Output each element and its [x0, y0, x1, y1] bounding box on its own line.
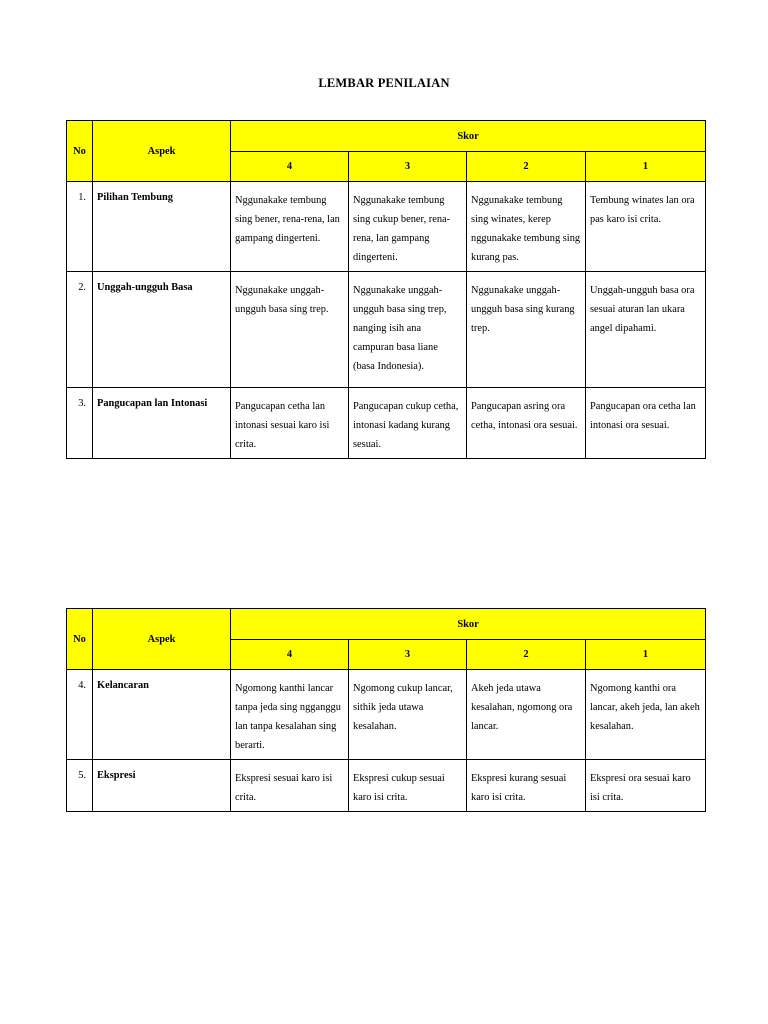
header-score-3: 3	[349, 640, 467, 670]
row-aspek: Pangucapan lan Intonasi	[93, 388, 231, 459]
header-score-4: 4	[231, 640, 349, 670]
header-score-1: 1	[586, 152, 706, 182]
row-aspek: Ekspresi	[93, 760, 231, 812]
page-title: LEMBAR PENILAIAN	[318, 76, 450, 90]
table-row	[67, 760, 706, 812]
cell-score-3: Nggunakake tembung sing cukup bener, rena-rena, lan gampang dingerteni.	[349, 182, 467, 272]
header-no: No	[67, 609, 93, 670]
table-row	[67, 272, 706, 388]
row-number: 3.	[67, 388, 93, 459]
row-aspek: Kelancaran	[93, 670, 231, 760]
cell-score-1: Ekspresi ora sesuai karo isi crita.	[586, 760, 706, 812]
cell-score-4: Nggunakake tembung sing bener, rena-rena, lan gampang dingerteni.	[231, 182, 349, 272]
cell-score-1: Ngomong kanthi ora lancar, akeh jeda, lan akeh kesalahan.	[586, 670, 706, 760]
table-row	[67, 670, 706, 760]
cell-score-3: Ngomong cukup lancar, sithik jeda utawa kesalahan.	[349, 670, 467, 760]
row-number: 2.	[67, 272, 93, 388]
cell-score-4: Pangucapan cetha lan intonasi sesuai karo isi crita.	[231, 388, 349, 459]
cell-score-2: Ekspresi kurang sesuai karo isi crita.	[467, 760, 586, 812]
cell-score-1: Tembung winates lan ora pas karo isi crita.	[586, 182, 706, 272]
row-aspek: Pilihan Tembung	[93, 182, 231, 272]
row-number: 5.	[67, 760, 93, 812]
cell-score-3: Nggunakake unggah-ungguh basa sing trep, nanging isih ana campuran basa liane (basa Indonesia).	[349, 272, 467, 388]
cell-score-3: Pangucapan cukup cetha, intonasi kadang kurang sesuai.	[349, 388, 467, 459]
header-aspek: Aspek	[93, 609, 231, 670]
cell-score-3: Ekspresi cukup sesuai karo isi crita.	[349, 760, 467, 812]
header-score-2: 2	[467, 152, 586, 182]
header-score-3: 3	[349, 152, 467, 182]
rubric-table-1	[66, 120, 706, 459]
cell-score-1: Pangucapan ora cetha lan intonasi ora sesuai.	[586, 388, 706, 459]
cell-score-2: Pangucapan asring ora cetha, intonasi ora sesuai.	[467, 388, 586, 459]
cell-score-2: Nggunakake unggah-ungguh basa sing kurang trep.	[467, 272, 586, 388]
table-row	[67, 182, 706, 272]
cell-score-4: Nggunakake unggah-ungguh basa sing trep.	[231, 272, 349, 388]
cell-score-2: Nggunakake tembung sing winates, kerep nggunakake tembung sing kurang pas.	[467, 182, 586, 272]
header-skor: Skor	[231, 609, 706, 640]
row-aspek: Unggah-ungguh Basa	[93, 272, 231, 388]
cell-score-1: Unggah-ungguh basa ora sesuai aturan lan ukara angel dipahami.	[586, 272, 706, 388]
cell-score-2: Akeh jeda utawa kesalahan, ngomong ora lancar.	[467, 670, 586, 760]
cell-score-4: Ngomong kanthi lancar tanpa jeda sing ngganggu lan tanpa kesalahan sing berarti.	[231, 670, 349, 760]
table-row	[67, 388, 706, 459]
rubric-table-2	[66, 608, 706, 812]
row-number: 4.	[67, 670, 93, 760]
row-number: 1.	[67, 182, 93, 272]
header-score-2: 2	[467, 640, 586, 670]
header-skor: Skor	[231, 121, 706, 152]
header-score-4: 4	[231, 152, 349, 182]
header-aspek: Aspek	[93, 121, 231, 182]
header-score-1: 1	[586, 640, 706, 670]
cell-score-4: Ekspresi sesuai karo isi crita.	[231, 760, 349, 812]
header-no: No	[67, 121, 93, 182]
